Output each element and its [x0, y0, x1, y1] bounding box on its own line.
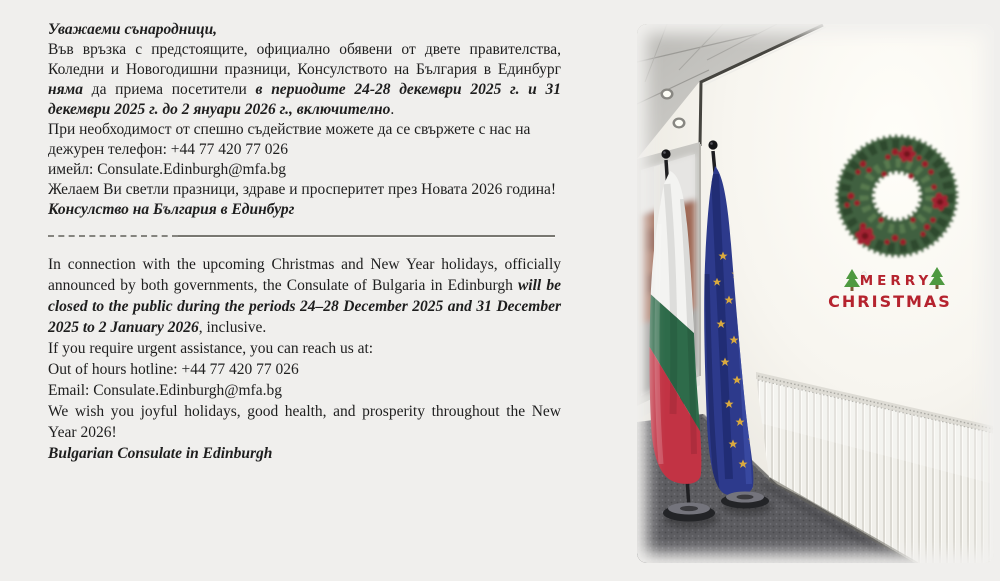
email-line-bg: имейл: Consulate.Edinburgh@mfa.bg: [48, 161, 286, 178]
consulate-photo: [637, 24, 994, 563]
closure-en-lead: In connection with the upcoming Christmas and New Year holidays, officially announced by both governments, the Consulate of Bulgaria in Edinburgh: [48, 256, 561, 294]
signature-bg: Консулство на България в Единбург: [48, 201, 295, 218]
divider-dashed-segment: [48, 235, 178, 237]
sign-line1: MERRY: [859, 273, 933, 289]
closure-paragraph-en: [48, 254, 561, 338]
closure-paragraph-bg: [48, 40, 561, 120]
hotline-line-en: Out of hours hotline: +44 77 420 77 026: [48, 361, 299, 378]
urgent-intro-en: If you require urgent assistance, you can reach us at:: [48, 340, 374, 357]
email-line-en: Email: Consulate.Edinburgh@mfa.bg: [48, 382, 282, 399]
urgent-line-bg: При необходимост от спешно съдействие можете да се свържете с нас на дежурен телефон: +44 77 420 77 026: [48, 121, 531, 158]
greeting-bg: Уважаеми сънародници,: [48, 21, 218, 38]
closure-en-tail: , inclusive.: [198, 319, 267, 336]
closure-en-emph: will be closed to the public during the periods 24–28 December 2025 and 31 December 2025 to 2 January 2026: [48, 277, 561, 336]
signature-en: Bulgarian Consulate in Edinburgh: [48, 445, 273, 462]
wishes-en: We wish you joyful holidays, good health, and prosperity throughout the New Year 2026!: [48, 403, 561, 441]
sign-line2: CHRISTMAS: [828, 292, 952, 311]
closure-bg-lead: Във връзка с предстоящите, официално обявени от двете правителства, Коледни и Новогодишни празници, Консулството на България в Единбург: [48, 41, 561, 78]
closure-bg-emph1: няма: [48, 81, 83, 98]
section-divider: [48, 229, 555, 237]
ceiling-light: [673, 118, 686, 129]
divider-solid-segment: [178, 235, 555, 237]
closure-bg-emph2: в периодите 24-28 декември 2025 г. и 31 декември 2025 г. до 2 януари 2026 г., включително: [48, 81, 561, 118]
closure-bg-tail: .: [390, 101, 395, 118]
announcement-text: [48, 20, 561, 464]
ceiling-light: [661, 89, 674, 100]
wishes-bg: Желаем Ви светли празници, здраве и просперитет през Новата 2026 година!: [48, 181, 557, 198]
closure-bg-mid: да приема посетители: [82, 81, 256, 98]
